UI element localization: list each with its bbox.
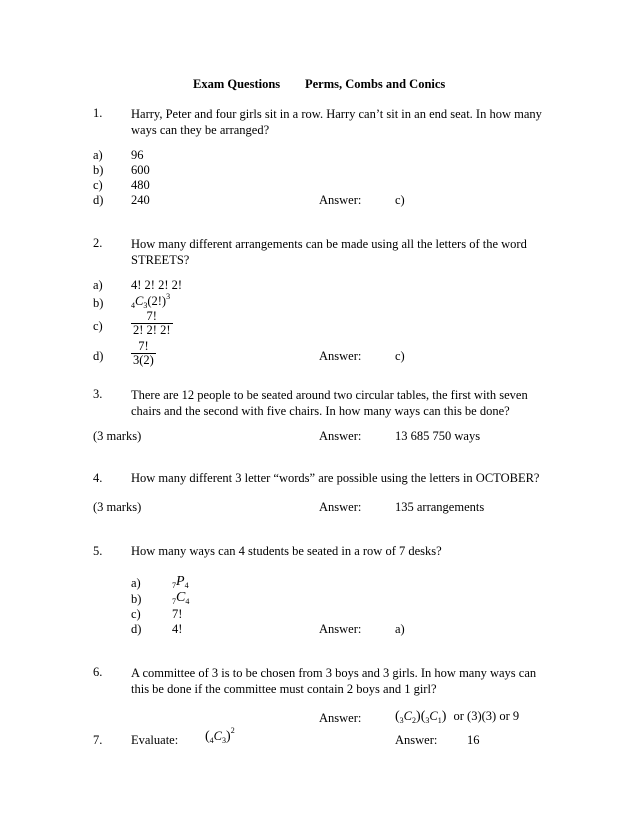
q7-sub: 3 bbox=[222, 736, 227, 745]
q6-pre-2: 3 bbox=[425, 716, 430, 725]
q7-c: C bbox=[213, 729, 223, 743]
q5-number: 5. bbox=[93, 544, 103, 558]
q1-answer-label: Answer: bbox=[319, 193, 362, 207]
q2-b-exp: 3 bbox=[166, 292, 171, 301]
q7-label: Evaluate: bbox=[131, 733, 179, 747]
q5-option-d-value: 4! bbox=[172, 622, 183, 636]
q2-text: How many different arrangements can be made using all the letters of the word STREETS? bbox=[131, 237, 527, 267]
q2-option-a-value: 4! 2! 2! 2! bbox=[131, 278, 183, 292]
q2-b-c: C bbox=[135, 294, 144, 308]
q2-option-d-letter: d) bbox=[93, 349, 104, 363]
q5-a-sub: 4 bbox=[184, 581, 189, 590]
q4-marks: (3 marks) bbox=[93, 500, 142, 514]
q5-b-c: C bbox=[176, 590, 186, 605]
q6-c-1: C bbox=[403, 709, 413, 723]
q1-option-letter: b) bbox=[93, 163, 104, 177]
q1-option-value: 240 bbox=[131, 193, 150, 207]
q3-number: 3. bbox=[93, 387, 103, 401]
q5-a-p: P bbox=[176, 574, 185, 589]
q6-number: 6. bbox=[93, 665, 103, 679]
q5-option-c-letter: c) bbox=[131, 607, 141, 621]
q5-answer-label: Answer: bbox=[319, 622, 362, 636]
q6-sub-2: 1 bbox=[437, 716, 442, 725]
q7-exp: 2 bbox=[230, 726, 235, 735]
q2-option-c-value bbox=[131, 310, 173, 337]
q5-b-sub: 4 bbox=[185, 597, 190, 606]
q2-d-fraction bbox=[131, 340, 156, 367]
q5-option-d-letter: d) bbox=[131, 622, 142, 636]
q1-option-value: 480 bbox=[131, 178, 150, 192]
q6-c-2: C bbox=[429, 709, 438, 723]
q5-a-pre: 7 bbox=[172, 581, 176, 590]
q6-answer-label: Answer: bbox=[319, 711, 362, 725]
q1-option-letter: d) bbox=[93, 193, 104, 207]
q2-c-denominator: 2! 2! 2! bbox=[133, 323, 171, 337]
q1-option-letter: a) bbox=[93, 148, 103, 162]
q2-option-d-value bbox=[131, 340, 156, 367]
q5-answer: a) bbox=[395, 622, 405, 636]
q2-b-sub: 3 bbox=[143, 301, 148, 310]
q6-answer-rest: or (3)(3) or 9 bbox=[453, 709, 520, 723]
q2-answer: c) bbox=[395, 349, 405, 363]
q6-sub-1: 2 bbox=[412, 716, 417, 725]
q6-pre-1: 3 bbox=[399, 716, 404, 725]
q7-rparen: ) bbox=[226, 729, 231, 744]
q3-answer-label: Answer: bbox=[319, 429, 362, 443]
q2-option-a-letter: a) bbox=[93, 278, 103, 292]
q7-pre: 4 bbox=[209, 736, 214, 745]
q6-lparen-2: ( bbox=[420, 709, 426, 724]
q5-b-pre: 7 bbox=[172, 597, 176, 606]
q2-number: 2. bbox=[93, 236, 103, 250]
q7-expression bbox=[205, 726, 235, 745]
q2-b-paren: (2!) bbox=[147, 294, 167, 308]
q2-answer-label: Answer: bbox=[319, 349, 362, 363]
q5-option-b-letter: b) bbox=[131, 592, 142, 606]
q3-answer: 13 685 750 ways bbox=[395, 429, 481, 443]
q2-c-fraction bbox=[131, 310, 173, 337]
q1-answer: c) bbox=[395, 193, 405, 207]
title-left: Exam Questions bbox=[193, 77, 281, 91]
q5-option-c-value: 7! bbox=[172, 607, 183, 621]
q5-text: How many ways can 4 students be seated in a row of 7 desks? bbox=[131, 544, 442, 558]
q2-d-denominator: 3(2) bbox=[133, 353, 154, 367]
q5-option-a-value bbox=[172, 574, 189, 590]
q2-option-b-letter: b) bbox=[93, 296, 104, 310]
q3-marks: (3 marks) bbox=[93, 429, 142, 443]
q6-rparen-2: ) bbox=[441, 709, 447, 724]
q2-d-numerator: 7! bbox=[131, 340, 156, 354]
q1-option-value: 96 bbox=[131, 148, 144, 162]
q6-lparen-1: ( bbox=[395, 709, 400, 724]
q2-b-pre: 4 bbox=[131, 301, 135, 310]
q5-option-b-value bbox=[172, 590, 189, 606]
q1-option-value: 600 bbox=[131, 163, 150, 177]
q7-answer: 16 bbox=[467, 733, 480, 747]
q4-answer-label: Answer: bbox=[319, 500, 362, 514]
q2-option-c-letter: c) bbox=[93, 319, 103, 333]
q1-number: 1. bbox=[93, 106, 103, 120]
q5-option-a-letter: a) bbox=[131, 576, 141, 590]
q7-lparen: ( bbox=[205, 729, 210, 744]
q6-answer bbox=[395, 709, 519, 725]
q7-number: 7. bbox=[93, 733, 103, 747]
title-right: Perms, Combs and Conics bbox=[305, 77, 446, 91]
q2-c-numerator: 7! bbox=[131, 310, 173, 324]
q1-text: Harry, Peter and four girls sit in a row. Harry can’t sit in an end seat. In how many ways can they be arranged? bbox=[131, 107, 542, 137]
q4-number: 4. bbox=[93, 471, 103, 485]
q6-text: A committee of 3 is to be chosen from 3 boys and 3 girls. In how many ways can this be done if the committee must contain 2 boys and 1 girl? bbox=[131, 666, 537, 696]
q7-answer-label: Answer: bbox=[395, 733, 438, 747]
q4-answer: 135 arrangements bbox=[395, 500, 485, 514]
q1-option-letter: c) bbox=[93, 178, 103, 192]
q3-text: There are 12 people to be seated around two circular tables, the first with seven chairs and the second with five chairs. In how many ways can this be done? bbox=[131, 388, 528, 418]
q2-option-b-value bbox=[131, 294, 170, 310]
q6-rparen-1: ) bbox=[416, 709, 421, 724]
q4-text: How many different 3 letter “words” are possible using the letters in OCTOBER? bbox=[131, 471, 540, 485]
